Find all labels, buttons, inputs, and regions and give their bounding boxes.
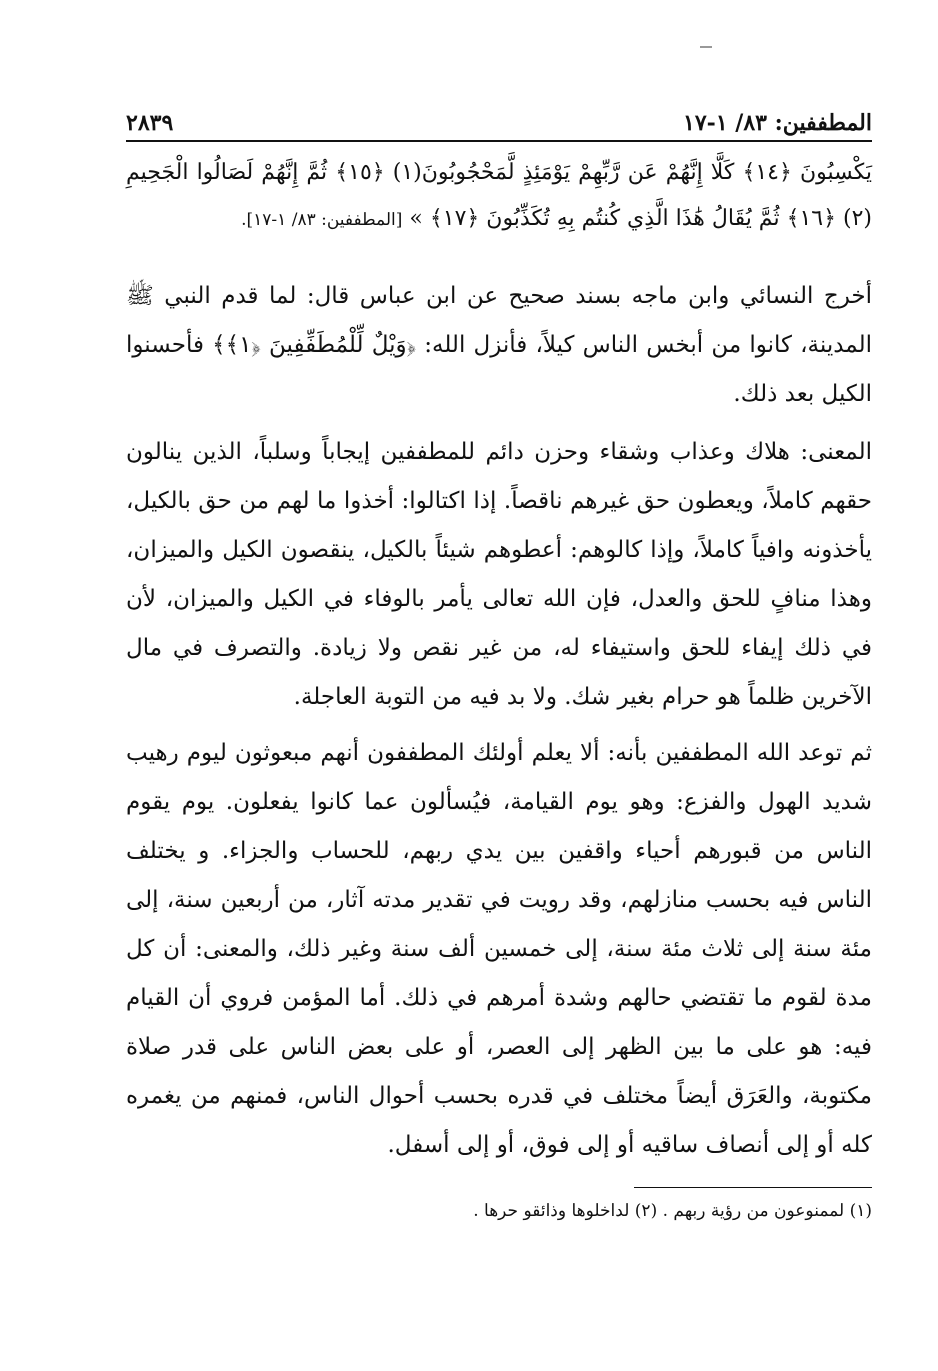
paragraph-meaning: المعنى: هلاك وعذاب وشقاء وحزن دائم للمطففين إيجاباً وسلباً، الذين ينالون حقهم كاملاً، ويعطون حق غيرهم ناقصاً. إذا اكتالوا: أخذوا ما لهم من حق بالكيل، يأخذونه وافياً كاملاً، وإذا كالوهم: أعطوهم شيئاً بالكيل، ينقصون الكيل والميزان، وهذا منافٍ للحق والعدل، فإن الله تعالى يأمر بالوفاء في الكيل والميزان، لأن في ذلك إيفاء للحق واستيفاء له، من غير نقص ولا زيادة. والتصرف في مال الآخرين ظلماً هو حرام بغير شك. ولا بد فيه من التوبة العاجلة. <box>126 439 872 710</box>
header-divider <box>126 140 872 142</box>
scan-speck <box>700 46 712 48</box>
paragraph-warning: ثم توعد الله المطففين بأنه: ألا يعلم أولئك المطففون أنهم مبعوثون ليوم رهيب شديد الهول والفزع: وهو يوم القيامة، فيُسألون عما كانوا يفعلون. يوم يقوم الناس من قبورهم أحياء واقفين بين يدي ربهم، للحساب والجزاء. و يختلف الناس فيه بحسب منازلهم، وقد رويت في تقدير مدته آثار، من أربعين سنة، إلى مئة سنة إلى ثلاث مئة سنة، إلى خمسين ألف سنة وغير ذلك، والمعنى: أن كل مدة لقوم ما تقتضي حالهم وشدة أمرهم في ذلك. أما المؤمن فروي أن القيام فيه: هو على ما بين الظهر إلى العصر، أو على بعض الناس على قدر صلاة مكتوبة، والعَرَق أيضاً مختلف في قدره بحسب أحوال الناس، فمنهم من يغمره كله أو إلى أنصاف ساقيه أو إلى فوق، أو إلى أسفل. <box>126 740 872 1158</box>
quran-verse-block <box>126 150 872 243</box>
paragraph-occasion: أخرج النسائي وابن ماجه بسند صحيح عن ابن عباس قال: لما قدم النبي ﷺ المدينة، كانوا من أبخس الناس كيلاً، فأنزل الله: ﴿وَيْلٌ لِّلْمُطَفِّفِينَ ﴿١﴾﴾ فأحسنوا الكيل بعد ذلك. <box>126 283 872 407</box>
verse-reference: [المطففين: ٨٣/ ١-١٧]. <box>241 210 403 230</box>
surah-reference: المطففين: ٨٣/ ١-١٧ <box>683 110 872 136</box>
verse-text: يَكْسِبُونَ ﴿١٤﴾ كَلَّا إِنَّهُمْ عَن رَّبِّهِمْ يَوْمَئِذٍ لَّمَحْجُوبُونَ(١) ﴿١٥﴾ ثُمَّ إِنَّهُمْ لَصَالُوا الْجَحِيمِ (٢) ﴿١٦﴾ ثُمَّ يُقَالُ هَٰذَا الَّذِي كُنتُم بِهِ تُكَذِّبُونَ ﴿١٧﴾ » <box>126 160 873 231</box>
page-header <box>126 100 872 136</box>
footnote: (١) لممنوعون من رؤية ربهم . (٢) لداخلوها وذائقو حرها . <box>473 1201 872 1221</box>
footnote-divider <box>634 1187 872 1188</box>
page-number: ٢٨٣٩ <box>126 110 174 136</box>
